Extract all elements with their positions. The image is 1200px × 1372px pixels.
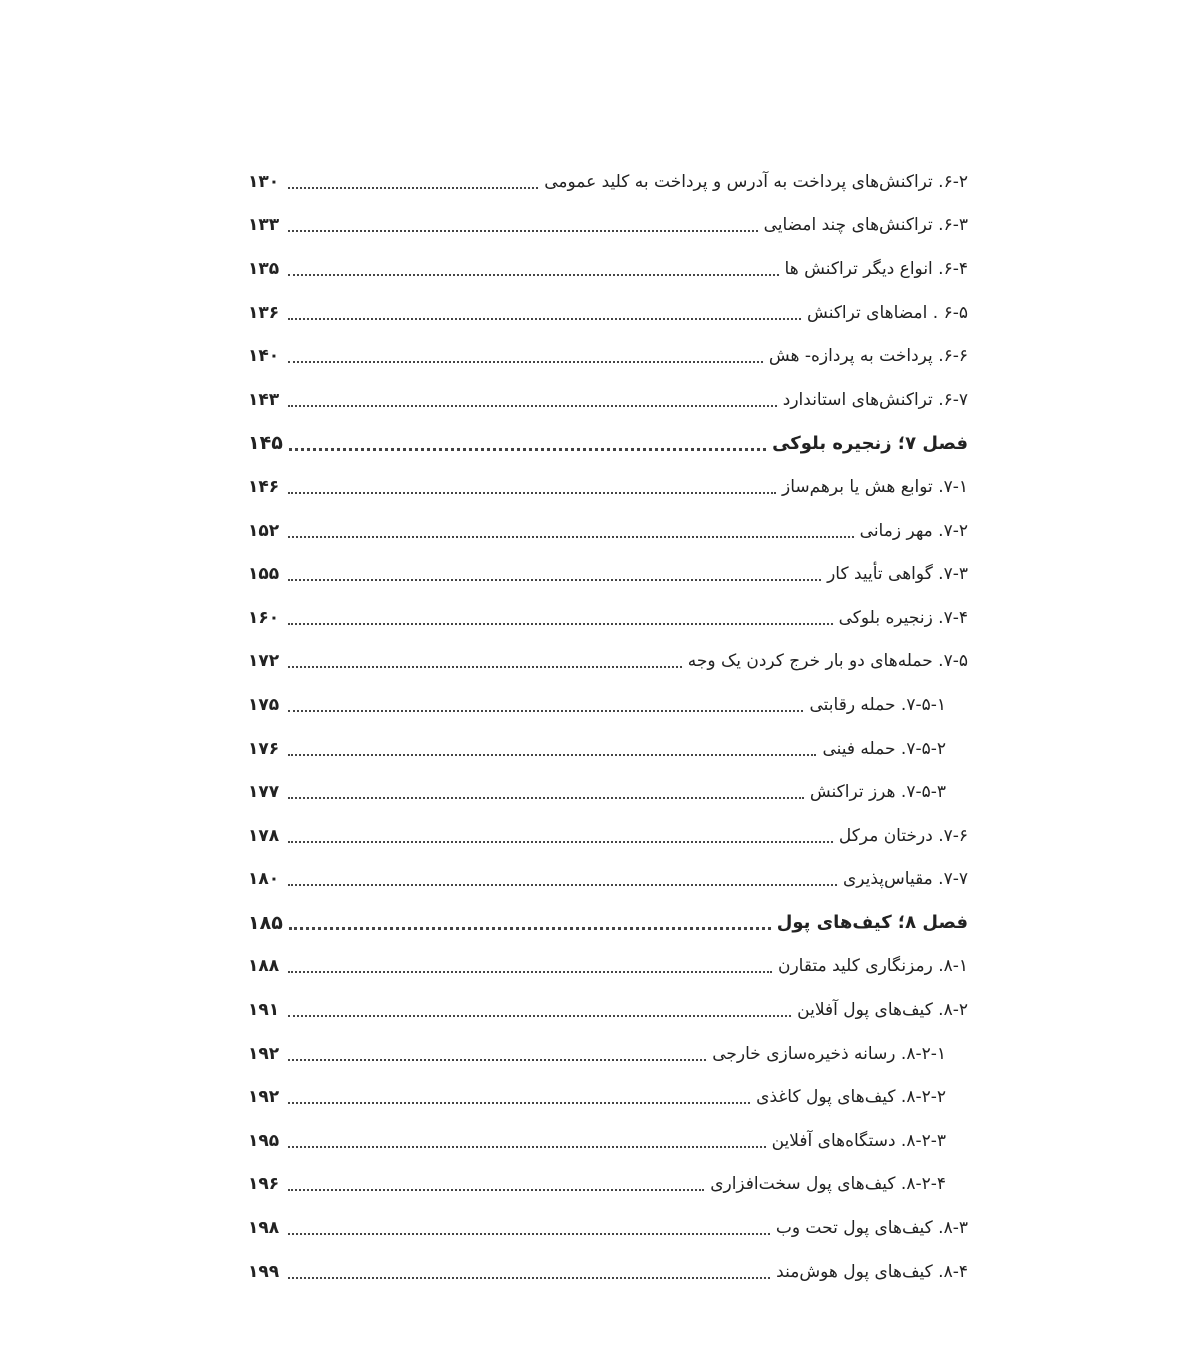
toc-sub-entry[interactable] (248, 727, 968, 771)
toc-entry[interactable] (248, 291, 968, 335)
dot-leader (288, 1059, 706, 1061)
toc-page-number: ۱۴۵ (248, 432, 283, 455)
toc-page-number: ۱۳۶ (248, 302, 280, 323)
toc-entry[interactable] (248, 1206, 968, 1250)
dot-leader (288, 841, 833, 843)
toc-entry-title: ۶-۵ . امضاهای تراکنش (807, 302, 968, 323)
toc-entry-title: ۷-۵-۱. حمله رقابتی (809, 694, 946, 715)
toc-entry-title: ۷-۱. توابع هش یا برهم‌ساز (781, 476, 968, 497)
dot-leader (288, 405, 777, 407)
dot-leader (288, 579, 821, 581)
toc-sub-entry[interactable] (248, 683, 968, 727)
toc-page-number: ۱۸۰ (248, 869, 280, 890)
dot-leader (288, 623, 833, 625)
dot-leader (288, 971, 772, 973)
dot-leader (288, 710, 803, 712)
toc-entry[interactable] (248, 509, 968, 553)
toc-entry-title: ۷-۴. زنجیره بلوکی (838, 607, 968, 628)
toc-entry-title: فصل ۸؛ کیف‌های پول (776, 912, 968, 934)
toc-page-number: ۱۳۵ (248, 258, 280, 279)
toc-entry[interactable] (248, 247, 968, 291)
dot-leader (288, 361, 763, 363)
toc-page-number: ۱۳۰ (248, 171, 280, 192)
toc-sub-entry[interactable] (248, 1119, 968, 1163)
toc-page-number: ۱۴۶ (248, 476, 280, 497)
toc-sub-entry[interactable] (248, 1032, 968, 1076)
toc-page-number: ۱۹۲ (248, 1087, 280, 1108)
toc-page-number: ۱۷۸ (248, 825, 280, 846)
toc-entry[interactable] (248, 858, 968, 902)
dot-leader (288, 666, 682, 668)
toc-entry-title: ۷-۷. مقیاس‌پذیری (842, 869, 968, 890)
toc-page-number: ۱۷۵ (248, 694, 280, 715)
toc-entry[interactable] (248, 988, 968, 1032)
toc-entry-title: ۸-۱. رمزنگاری کلید متقارن (777, 956, 968, 977)
toc-chapter-entry[interactable] (248, 422, 968, 466)
toc-entry-title: ۶-۶. پرداخت به پردازه- هش (768, 346, 968, 367)
dot-leader (288, 1102, 750, 1104)
toc-entry-title: فصل ۷؛ زنجیره بلوکی (772, 432, 968, 454)
dot-leader (288, 1233, 770, 1235)
toc-entry[interactable] (248, 596, 968, 640)
toc-page-number: ۱۹۲ (248, 1043, 280, 1064)
dot-leader (288, 884, 837, 886)
dot-leader (288, 318, 801, 320)
toc-chapter-entry[interactable] (248, 901, 968, 945)
toc-page-number: ۱۶۰ (248, 607, 280, 628)
toc-entry-title: ۷-۶. درختان مرکل (838, 825, 968, 846)
toc-sub-entry[interactable] (248, 770, 968, 814)
toc-entry[interactable] (248, 378, 968, 422)
toc-entry-title: ۸-۲-۳. دستگاه‌های آفلاین (771, 1130, 946, 1151)
toc-entry-title: ۸-۲-۱. رسانه ذخیره‌سازی خارجی (712, 1043, 946, 1064)
toc-entry-title: ۷-۳. گواهی تأیید کار (827, 564, 968, 585)
toc-entry-title: ۶-۴. انواع دیگر تراکنش ها (784, 258, 968, 279)
toc-entry[interactable] (248, 552, 968, 596)
toc-sub-entry[interactable] (248, 1163, 968, 1207)
toc-entry-title: ۸-۲-۴. کیف‌های پول سخت‌افزاری (710, 1174, 946, 1195)
dot-leader (289, 448, 766, 451)
toc-page-number: ۱۹۱ (248, 1000, 280, 1021)
toc-page-number: ۱۸۸ (248, 956, 280, 977)
toc-entry[interactable] (248, 640, 968, 684)
toc-page-number: ۱۵۵ (248, 564, 280, 585)
dot-leader (288, 1189, 704, 1191)
toc-page-number: ۱۸۵ (248, 911, 283, 934)
toc-page-number: ۱۳۳ (248, 215, 280, 236)
toc-entry[interactable] (248, 160, 968, 204)
toc-entry[interactable] (248, 204, 968, 248)
toc-entry[interactable] (248, 945, 968, 989)
dot-leader (288, 492, 776, 494)
toc-page-number: ۱۵۲ (248, 520, 280, 541)
toc-entry-title: ۷-۲. مهر زمانی (859, 520, 968, 541)
toc-entry-title: ۸-۲-۲. کیف‌های پول کاغذی (756, 1087, 946, 1108)
dot-leader (289, 927, 771, 930)
toc-entry-title: ۸-۳. کیف‌های پول تحت وب (775, 1218, 968, 1239)
toc-page-number: ۱۹۵ (248, 1130, 280, 1151)
toc-entry-title: ۸-۲. کیف‌های پول آفلاین (797, 1000, 968, 1021)
toc-page-number: ۱۹۶ (248, 1174, 280, 1195)
toc-page-number: ۱۹۸ (248, 1218, 280, 1239)
toc-page-number: ۱۹۹ (248, 1261, 280, 1282)
toc-entry[interactable] (248, 1250, 968, 1294)
dot-leader (288, 536, 854, 538)
dot-leader (288, 754, 816, 756)
dot-leader (288, 1277, 770, 1279)
toc-page-number: ۱۴۳ (248, 389, 280, 410)
toc-page-number: ۱۷۷ (248, 782, 280, 803)
toc-entry-title: ۶-۳. تراکنش‌های چند امضایی (763, 215, 968, 236)
toc-entry-title: ۷-۵-۳. هرز تراکنش (809, 782, 946, 803)
dot-leader (288, 230, 758, 232)
table-of-contents (248, 160, 968, 1293)
toc-entry-title: ۶-۷. تراکنش‌های استاندارد (782, 389, 968, 410)
dot-leader (288, 1146, 766, 1148)
dot-leader (288, 187, 538, 189)
toc-page-number: ۱۷۶ (248, 738, 280, 759)
dot-leader (288, 1015, 791, 1017)
toc-entry-title: ۷-۵-۲. حمله فینی (822, 738, 946, 759)
toc-entry[interactable] (248, 465, 968, 509)
toc-entry[interactable] (248, 334, 968, 378)
toc-entry-title: ۷-۵. حمله‌های دو بار خرج کردن یک وجه (687, 651, 968, 672)
toc-entry-title: ۸-۴. کیف‌های پول هوش‌مند (776, 1261, 968, 1282)
toc-entry[interactable] (248, 814, 968, 858)
toc-entry-title: ۶-۲. تراکنش‌های پرداخت به آدرس و پرداخت به کلید عمومی (544, 171, 968, 192)
dot-leader (288, 797, 804, 799)
toc-page-number: ۱۴۰ (248, 346, 280, 367)
dot-leader (288, 274, 779, 276)
toc-page-number: ۱۷۲ (248, 651, 280, 672)
toc-sub-entry[interactable] (248, 1075, 968, 1119)
